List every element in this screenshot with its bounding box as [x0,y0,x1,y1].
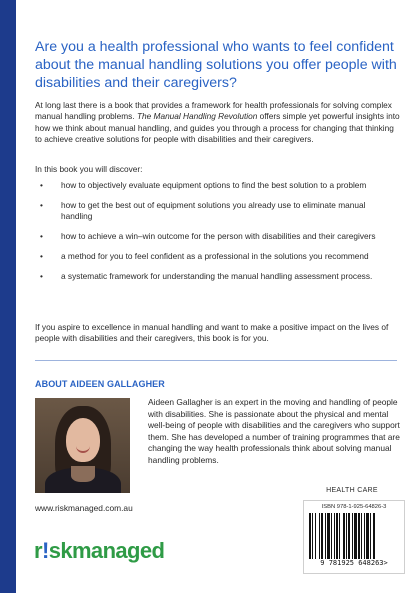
discover-list [35,180,395,290]
list-item: • a systematic framework for understanding the manual handling assessment process. [40,270,373,281]
bullet-icon: • [40,180,43,190]
author-photo [35,398,130,493]
isbn-label: ISBN 978-1-925-64826-3 [321,504,387,510]
list-item: • how to achieve a win–win outcome for the person with disabilities and their caregivers [40,231,376,241]
bullet-icon: • [40,270,43,281]
intro-text-start: At long last there is a book that provides a framework for health professionals for solving complex manual handling problems. [35,100,392,122]
barcode-icon [309,513,399,559]
list-item: • a method for you to feel confident as a professional in the solutions you recommend [40,250,369,261]
discover-lead: In this book you will discover: [35,164,143,174]
section-divider [35,360,397,361]
back-cover [16,0,418,593]
about-heading: ABOUT AIDEEN GALLAGHER [35,379,165,389]
bullet-icon: • [40,231,43,241]
isbn-barcode [303,500,405,574]
intro-paragraph [35,100,403,146]
bullet-icon: • [40,250,43,261]
bullet-icon: • [40,199,43,210]
intro-text-end: offers simple yet powerful insights into how we think about manual handling, and guides you through a process for changing that thinking to achieve creative solutions for people with disabilities and their caregivers. [35,111,400,145]
barcode-number: 9 781925 648263> [320,559,388,567]
category-label: HEALTH CARE [326,487,378,494]
author-bio: Aideen Gallagher is an expert in the moving and handling of people with disabilities. She is passionate about the physical and mental well-being of people with disabilities and the caregivers who support them. She has developed a number of training programmes that are changing the way health professionals think about solving manual handling problems. [148,397,400,465]
book-title: The Manual Handling Revolution [136,111,258,122]
cover-headline: Are you a health professional who wants to feel confident about the manual handling solutions you offer people with disabilities and their caregivers? [35,39,397,91]
list-item: • how to objectively evaluate equipment options to find the best solution to a problem [40,180,367,190]
website-link[interactable]: www.riskmanaged.com.au [35,503,133,513]
riskmanaged-logo: r!skmanaged [34,538,165,563]
list-item: • how to get the best out of equipment solutions you already use to eliminate manual handling [40,199,366,222]
closing-paragraph: If you aspire to excellence in manual handling and want to make a positive impact on the lives of people with disabilities and their caregivers, this book is for you. [35,322,389,344]
